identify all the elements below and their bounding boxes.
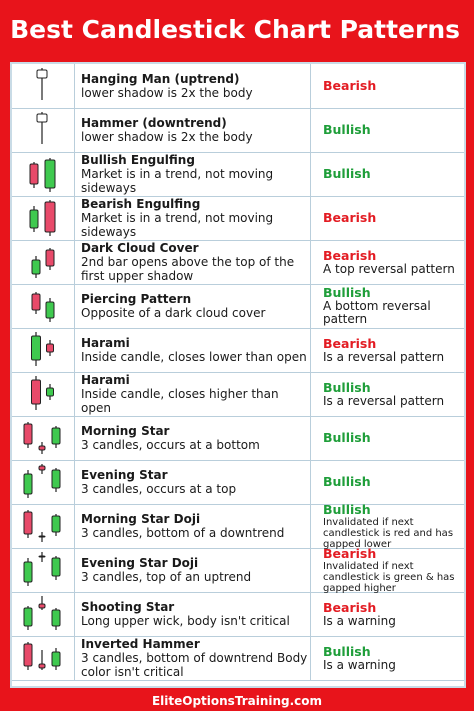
signal-label: Bullish [323,166,371,181]
footer-site: EliteOptionsTraining.com [151,693,323,708]
candle-body [24,562,32,582]
signal-cell [311,636,464,680]
candle-body [39,604,45,608]
candle-body [32,380,41,404]
pattern-detail: Long upper wick, body isn't critical [81,614,290,628]
candle-body [39,556,45,557]
page-title: Best Candlestick Chart Patterns [10,14,460,44]
signal-cell [311,460,464,504]
candle-body [32,336,41,360]
signal-cell [311,592,464,636]
signal-label: Bearish [323,78,377,93]
candle-body [47,344,54,352]
signal-label: Bullish [323,430,371,445]
pattern-description [75,240,311,284]
candle-body [24,424,32,444]
signal-cell [311,152,464,196]
pattern-description [75,372,311,416]
table-row [12,328,464,373]
pattern-description [75,504,311,548]
dark-cloud-cover-icon [12,240,75,284]
evening-star-icon [12,460,75,504]
pattern-description [75,592,311,636]
candle-body [30,210,38,228]
inverted-hammer-icon [12,636,75,680]
signal-label: Bearish [323,599,377,615]
pattern-description [75,152,311,196]
pattern-name: Shooting Star [81,600,175,614]
signal-cell [311,108,464,152]
signal-note: Invalidated if next candlestick is red and has gapped lower [323,516,454,550]
pattern-description [75,64,311,108]
pattern-detail: 3 candles, bottom of a downtrend [81,526,285,540]
pattern-name: Inverted Hammer [81,637,200,651]
pattern-name: Harami [81,373,130,387]
signal-label: Bullish [323,501,371,517]
signal-label: Bullish [323,379,371,395]
candle-body [24,608,32,626]
pattern-name: Bearish Engulfing [81,197,201,211]
pattern-detail: Market is in a trend, not moving sideways [81,211,274,239]
table-row [12,240,464,285]
candle-body [39,536,45,537]
pattern-description [75,416,311,460]
table-row [12,284,464,329]
candle-body [39,466,45,470]
pattern-detail: 2nd bar opens above the top of the first upper shadow [81,255,295,283]
candle-body [39,664,45,668]
harami-bullish-icon [12,372,75,416]
pattern-name: Morning Star [81,424,170,438]
signal-note: Is a reversal pattern [323,349,445,364]
hammer-icon [12,108,75,152]
morning-star-icon [12,416,75,460]
pattern-detail: 3 candles, top of an uptrend [81,570,252,584]
signal-label: Bearish [323,545,377,561]
candle-body [39,446,45,450]
shooting-star-icon [12,592,75,636]
piercing-pattern-icon [12,284,75,328]
signal-label: Bearish [323,335,377,351]
pattern-name: Evening Star [81,468,168,482]
pattern-detail: 3 candles, occurs at a bottom [81,438,260,452]
signal-note: Is a warning [323,613,396,628]
candle-body [47,388,54,396]
pattern-name: Harami [81,336,130,350]
signal-note: Invalidated if next candlestick is green & has gapped higher [323,560,455,594]
signal-label: Bullish [323,285,371,300]
candle-body [46,302,54,318]
candle-body [46,250,54,266]
candle-body [45,160,55,188]
candle-body [24,474,32,494]
bearish-engulfing-icon [12,196,75,240]
table-row [12,545,464,594]
pattern-description [75,548,311,592]
pattern-name: Hammer (downtrend) [81,116,227,130]
signal-cell [311,240,464,284]
table-row [12,501,464,550]
pattern-name: Piercing Pattern [81,292,192,306]
signal-note: A bottom reversal pattern [323,299,431,326]
pattern-description [75,196,311,240]
hanging-man-icon [12,64,75,108]
signal-label: Bullish [323,643,371,659]
table-row [12,372,464,417]
table-row [12,152,464,197]
signal-note: Is a reversal pattern [323,393,445,408]
candle-body [52,516,60,532]
candle-body [30,164,38,184]
pattern-detail: Inside candle, closes higher than open [81,387,279,415]
candle-body [52,610,60,626]
pattern-name: Evening Star Doji [81,556,199,570]
signal-cell [311,284,464,328]
evening-star-doji-icon [12,548,75,592]
candle-body [32,294,40,310]
pattern-detail: Inside candle, closes lower than open [81,350,307,364]
pattern-description [75,108,311,152]
table-row [12,196,464,241]
table-row [12,460,464,505]
pattern-name: Morning Star Doji [81,512,201,526]
signal-cell [311,501,464,550]
pattern-detail: lower shadow is 2x the body [81,86,253,100]
harami-bearish-icon [12,328,75,372]
header [0,0,474,58]
signal-label: Bearish [323,247,377,263]
pattern-description [75,636,311,680]
table-row [12,592,464,637]
table-row [12,108,464,153]
signal-label: Bullish [323,474,371,489]
candle-body [24,644,32,666]
bullish-engulfing-icon [12,152,75,196]
pattern-table [10,62,466,688]
signal-note: Is a warning [323,657,396,672]
signal-label: Bearish [323,210,377,225]
signal-cell [311,372,464,416]
morning-star-doji-icon [12,504,75,548]
signal-cell [311,196,464,240]
table-row [12,64,464,109]
candle-body [52,470,60,488]
candle-body [52,428,60,444]
pattern-detail: Market is in a trend, not moving sideways [81,167,274,195]
candle-body [32,260,40,274]
signal-note: A top reversal pattern [323,261,455,276]
pattern-detail: 3 candles, occurs at a top [81,482,237,496]
pattern-name: Dark Cloud Cover [81,241,199,255]
candle-body [37,114,47,122]
candle-body [37,70,47,78]
candle-body [24,512,32,534]
pattern-detail: lower shadow is 2x the body [81,130,253,144]
signal-cell [311,545,464,594]
candle-body [52,558,60,576]
table-row [12,636,464,681]
signal-cell [311,416,464,460]
pattern-description [75,460,311,504]
pattern-description [75,284,311,328]
pattern-name: Bullish Engulfing [81,153,195,167]
signal-label: Bullish [323,122,371,137]
pattern-name: Hanging Man (uptrend) [81,72,240,86]
pattern-description [75,328,311,372]
signal-cell [311,328,464,372]
candle-body [52,652,60,666]
candle-body [45,202,55,232]
pattern-detail: 3 candles, bottom of downtrend Body color isn't critical [81,651,308,679]
table-row [12,416,464,461]
signal-cell [311,64,464,108]
pattern-detail: Opposite of a dark cloud cover [81,306,266,320]
